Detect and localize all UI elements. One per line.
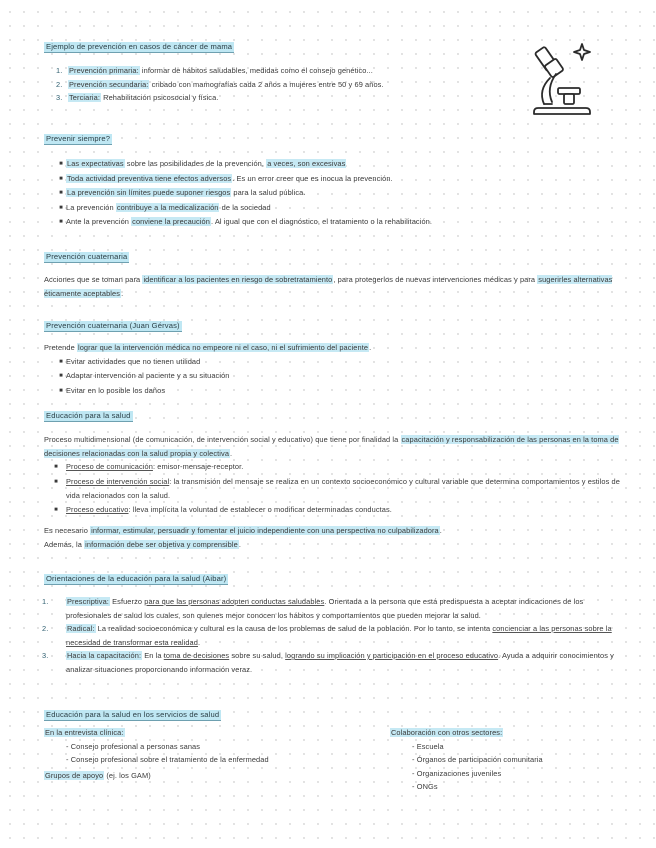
highlight: Las expectativas <box>67 159 124 168</box>
text: . <box>238 539 241 549</box>
text: En la <box>142 651 164 660</box>
list-number: 3. <box>56 93 63 102</box>
list-item <box>44 215 624 230</box>
bullet-list <box>44 460 624 517</box>
list-number: 2. <box>42 624 49 633</box>
highlight: Grupos de apoyo <box>45 770 104 780</box>
text: Proceso multidimensional (de comunicación, de intervención social y educativo) que tiene por finalidad la <box>44 435 401 444</box>
section-title: Educación para la salud <box>46 411 131 420</box>
item-text: informar de hábitos saludables, medidas como el consejo genético... <box>139 66 373 75</box>
section-title: Educación para la salud en los servicios de salud <box>46 710 220 719</box>
text: . <box>369 343 372 352</box>
list-number: 2. <box>56 79 63 89</box>
text: Evitar en lo posible los daños <box>66 385 166 395</box>
text: Adaptar intervención al paciente y a su situación <box>66 371 230 380</box>
section-health-education <box>44 405 624 551</box>
highlight: contribuye a la medicalización <box>116 202 219 212</box>
highlight: conviene la precaución <box>132 217 210 226</box>
list-item: - Organizaciones juveniles <box>412 768 502 778</box>
paragraph <box>44 433 624 460</box>
prevention-levels-list <box>44 64 624 105</box>
underlined: Proceso educativo <box>66 504 129 514</box>
text: Pretende <box>44 343 77 352</box>
text: sobre las posibilidades de la prevención, <box>124 159 267 168</box>
text: Ante la prevención <box>66 217 132 226</box>
paragraph <box>44 273 624 300</box>
bullet-icon: ■ <box>59 175 63 182</box>
list-item <box>44 157 624 172</box>
text: : la transmisión del mensaje se realiza en un contexto socioeconómico y cultural variable que determina comportamientos y estilos de vida relacionados con la salud. <box>66 476 620 500</box>
item-label: Prescriptiva: <box>67 597 109 606</box>
section-title: Ejemplo de prevención en casos de cáncer de mama <box>46 42 233 51</box>
item-label: Prevención primaria: <box>69 66 139 75</box>
bullet-icon: ■ <box>59 358 63 365</box>
list-item <box>44 186 624 201</box>
underlined: logrando su implicación y participación en el proceso educativo <box>285 651 499 660</box>
text: para la salud pública. <box>231 188 306 197</box>
list-item: - Consejo profesional sobre el tratamiento de la enfermedad <box>66 755 269 764</box>
text: , para protegerlos de nuevas intervenciones médicas y para <box>333 275 538 284</box>
list-item <box>44 355 624 370</box>
section-quaternary-prevention <box>44 246 624 300</box>
item-text: cribado con mamografías cada 2 años a mujeres entre 50 y 69 años. <box>149 79 384 89</box>
highlight: lograr que la intervención médica no empeore ni el caso, ni el sufrimiento del paciente <box>77 343 369 352</box>
text: . <box>230 448 233 458</box>
bullet-icon: ■ <box>59 219 63 225</box>
list-item <box>44 622 624 649</box>
text: : lleva implícita la voluntad de establecer o modificar determinadas conductas. <box>128 504 392 514</box>
item-text: Rehabilitación psicosocial y física. <box>100 93 219 102</box>
list-item: - Escuela <box>412 741 444 751</box>
text: . Ayuda a adquirir conocimientos y analizar situaciones proporcionando información veraz. <box>66 651 614 674</box>
list-number: 1. <box>56 66 63 75</box>
section-health-services <box>44 704 624 791</box>
underlined: concienciar a las personas sobre la necesidad de transformar esta realidad <box>66 624 612 647</box>
highlight: información debe ser objetiva y comprensible <box>85 539 238 549</box>
list-item: - Consejo profesional a personas sanas <box>66 741 201 751</box>
other-sectors-column <box>390 726 630 794</box>
text: de la sociedad <box>219 202 271 212</box>
list-item <box>44 91 624 105</box>
paragraph <box>44 538 624 552</box>
list-item <box>44 201 624 216</box>
list-item <box>44 475 624 503</box>
highlight: Toda actividad preventiva tiene efectos adversos <box>67 173 232 183</box>
section-breast-cancer-example <box>44 36 624 105</box>
text: . Al igual que con el diagnóstico, el tratamiento o la rehabilitación. <box>210 217 433 226</box>
section-title: Orientaciones de la educación para la salud (Aibar) <box>46 574 227 583</box>
paragraph <box>44 524 624 538</box>
section-title: Prevenir siempre? <box>46 134 111 143</box>
text: . <box>197 637 201 647</box>
bullet-icon: ■ <box>59 373 63 379</box>
paragraph <box>44 341 624 355</box>
section-prevent-always <box>44 128 624 230</box>
item-label: Prevención secundaria: <box>69 79 149 89</box>
text: Evitar actividades que no tienen utilidad <box>66 356 201 366</box>
clinical-interview-column <box>44 726 364 782</box>
list-item <box>44 172 624 187</box>
list-item: - Órganos de participación comunitaria <box>412 755 543 764</box>
highlight: sugerirles alternativas éticamente aceptables <box>44 275 613 298</box>
text: Es necesario <box>44 526 91 535</box>
bullet-icon: ■ <box>54 506 58 513</box>
text: La prevención <box>66 202 116 212</box>
list-number: 1. <box>42 597 49 606</box>
list-item <box>44 369 624 384</box>
list-item <box>44 503 624 518</box>
list-item <box>44 78 624 92</box>
list-item: - ONGs <box>412 782 438 791</box>
item-label: Terciaria: <box>69 93 100 102</box>
underlined: Proceso de comunicación <box>66 462 153 471</box>
bullet-list <box>44 157 624 230</box>
highlight: capacitación y responsabilización de las personas en la toma de decisiones relacionadas con la salud propia y colectiva <box>44 435 619 458</box>
section-title: Prevención cuaternaria (Juan Gérvas) <box>46 321 180 330</box>
text: sobre su salud, <box>229 651 286 660</box>
bullet-icon: ■ <box>59 387 63 394</box>
orientation-list <box>44 595 624 676</box>
highlight: informar, estimular, persuadir y fomentar el juicio independiente con una perspectiva no culpabilizadora <box>91 526 439 535</box>
section-title: Prevención cuaternaria <box>46 252 128 261</box>
text: Acciones que se toman para <box>44 275 143 284</box>
column-heading: En la entrevista clínica: <box>45 728 124 737</box>
item-label: Hacia la capacitación: <box>67 651 142 660</box>
bullet-list <box>44 355 624 399</box>
bullet-icon: ■ <box>59 190 63 196</box>
text: (ej. los GAM) <box>104 770 151 780</box>
list-number: 3. <box>42 651 49 660</box>
bullet-icon: ■ <box>59 161 63 167</box>
underlined: Proceso de intervención social <box>66 476 170 486</box>
highlight: La prevención sin límites puede suponer riesgos <box>67 188 231 197</box>
text: . <box>121 288 124 298</box>
text: Además, la <box>44 539 85 549</box>
list-item <box>44 649 624 676</box>
list-item <box>44 64 624 78</box>
column-heading: Colaboración con otros sectores: <box>391 728 503 737</box>
underlined: toma de decisiones <box>163 651 230 660</box>
bullet-icon: ■ <box>54 464 58 470</box>
text: Esfuerzo <box>109 597 145 606</box>
list-item <box>44 460 624 475</box>
highlight: a veces, son excesivas <box>267 159 346 168</box>
list-item <box>44 384 624 399</box>
underlined: para que las personas adopten conductas saludables <box>144 597 325 606</box>
bullet-icon: ■ <box>59 204 63 211</box>
list-item <box>44 595 624 622</box>
text: : emisor-mensaje-receptor. <box>152 462 244 471</box>
support-groups <box>44 769 364 783</box>
highlight: identificar a los pacientes en riesgo de sobretratamiento <box>143 275 333 284</box>
text: . <box>439 526 442 535</box>
text: . Orientada a la persona que está predispuesta a aceptar indicaciones de los profesionales de salud los cuales, son quienes mejor conocen los hábitos y comportamientos que pueden mejorar la salud. <box>66 597 584 620</box>
item-label: Radical: <box>67 624 95 633</box>
text: La realidad socioeconómica y cultural es la causa de los problemas de salud de la población. Por lo tanto, se intenta <box>95 624 493 633</box>
section-health-education-orientations <box>44 568 624 676</box>
bullet-icon: ■ <box>54 478 58 485</box>
text: . Es un error creer que es inocua la prevención. <box>232 173 393 183</box>
section-quaternary-gervas <box>44 315 624 398</box>
